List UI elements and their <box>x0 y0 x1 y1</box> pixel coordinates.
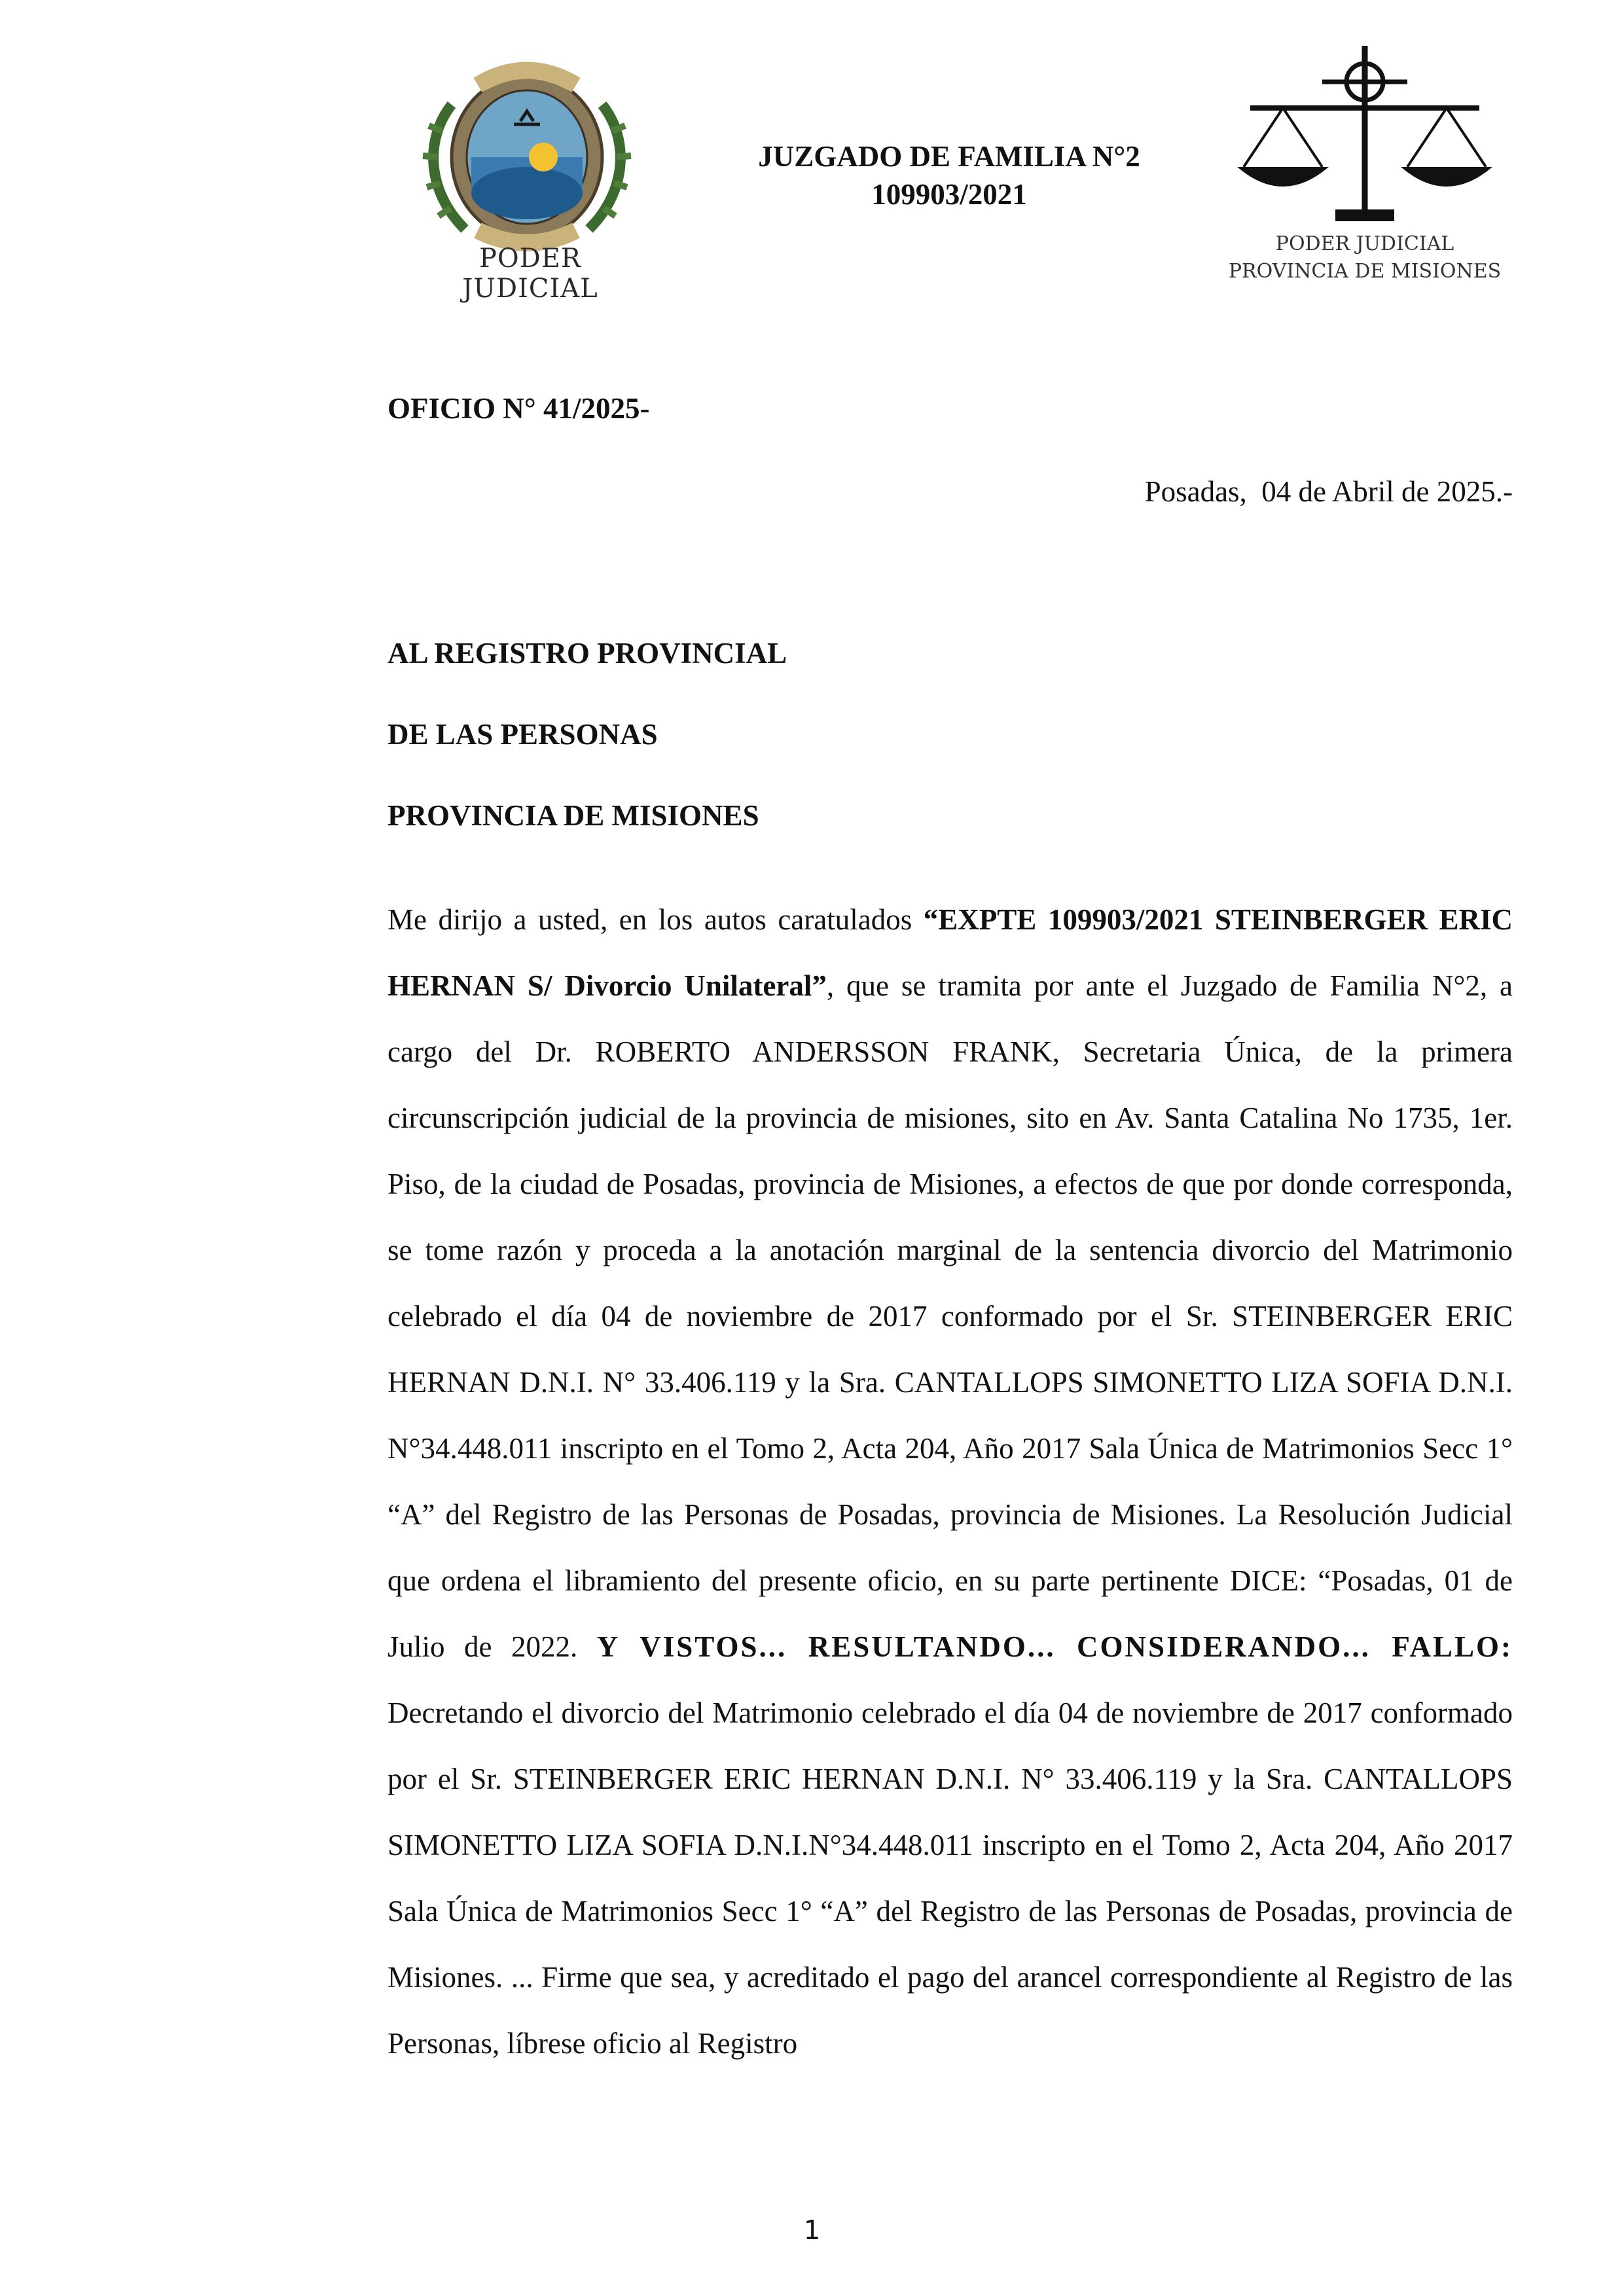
body-text-main: , que se tramita por ante el Juzgado de Familia N°2, a cargo del Dr. ROBERTO ANDERSSON FRANK, Secretaria Única, de la primera circunscripción judicial de la provincia de misiones, sito en Av. Santa Catalina No 1735, 1er. Piso, de la ciudad de Posadas, provincia de Misiones, a efectos de que por donde corresponda, se tome razón y proceda a la anotación marginal de la sentencia divorcio del Matrimonio celebrado el día 04 de noviembre de 2017 conformado por el Sr. STEINBERGER ERIC HERNAN D.N.I. N° 33.406.119 y la Sra. CANTALLOPS SIMONETTO LIZA SOFIA D.N.I. N°34.448.011 inscripto en el Tomo 2, Acta 204, Año 2017 Sala Única de Matrimonios Secc 1° “A” del Registro de las Personas de Posadas, provincia de Misiones. La Resolución Judicial que ordena el libramiento del presente oficio, en su parte pertinente DICE: “Posadas, 01 de Julio de 2022. <box>388 969 1513 1663</box>
court-header <box>720 137 1178 213</box>
poder-judicial-label: PODER JUDICIAL <box>462 243 598 304</box>
body-text-ruling: Decretando el divorcio del Matrimonio celebrado el día 04 de noviembre de 2017 conformado por el Sr. STEINBERGER ERIC HERNAN D.N.I. N° 33.406.119 y la Sra. CANTALLOPS SIMONETTO LIZA SOFIA D.N.I.N°34.448.011 inscripto en el Tomo 2, Acta 204, Año 2017 Sala Única de Matrimonios Secc 1° “A” del Registro de las Personas de Posadas, provincia de Misiones. ... Firme que sea, y acreditado el pago del arancel correspondiente al Registro de las Personas, líbrese oficio al Registro <box>388 1696 1513 2060</box>
body-text-intro: Me dirijo a usted, en los autos caratulados <box>388 903 924 936</box>
right-logo-line1: PODER JUDICIAL <box>1275 232 1454 255</box>
scales-of-justice-logo <box>1224 43 1506 291</box>
case-number: 109903/2021 <box>871 178 1027 211</box>
scales-of-justice-icon <box>1224 43 1506 232</box>
recipient-line-2: DE LAS PERSONAS <box>388 718 658 751</box>
ruling-header: Y VISTOS... RESULTANDO... CONSIDERANDO... FALLO: <box>596 1630 1513 1663</box>
recipient-line-3: PROVINCIA DE MISIONES <box>388 799 759 832</box>
court-name: JUZGADO DE FAMILIA N°2 <box>758 140 1140 173</box>
page-number: 1 <box>803 2215 821 2246</box>
right-logo-line2: PROVINCIA DE MISIONES <box>1228 260 1502 283</box>
date-line: Posadas, 04 de Abril de 2025.- <box>1144 475 1513 508</box>
case-caption: “EXPTE 109903/2021 STEINBERGER ERIC HERNAN S/ Divorcio Unilateral” <box>388 903 1513 1002</box>
oficio-number: OFICIO N° 41/2025- <box>388 392 650 425</box>
provincial-seal-logo <box>406 59 655 304</box>
body-paragraph <box>388 887 1513 2077</box>
recipient-line-1: AL REGISTRO PROVINCIAL <box>388 637 787 670</box>
